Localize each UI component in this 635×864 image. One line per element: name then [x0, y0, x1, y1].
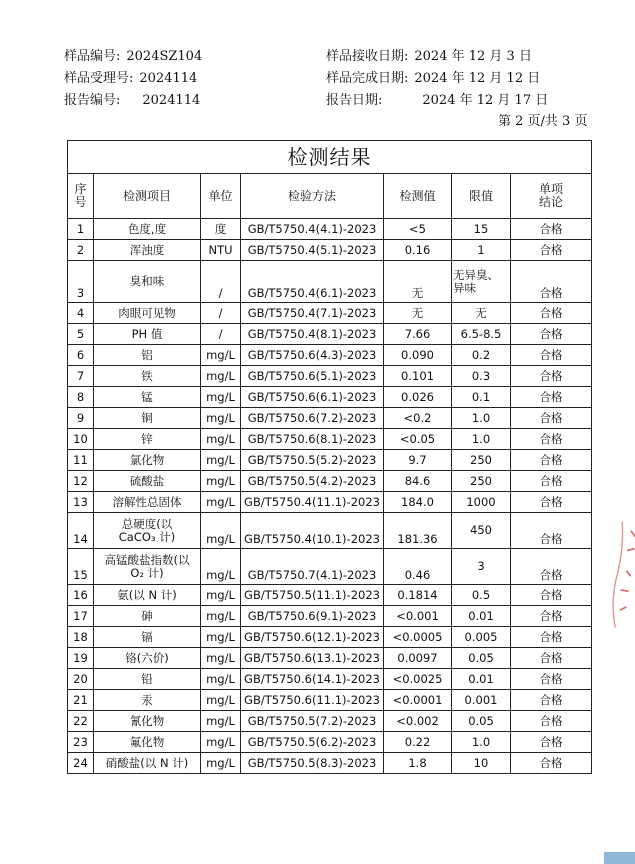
cell-value: 84.6 — [384, 471, 452, 492]
cell-item: 臭和味 — [94, 261, 201, 303]
cell-value: 1.8 — [384, 753, 452, 774]
cell-limit: 1.0 — [452, 408, 511, 429]
cell-method: GB/T5750.6(8.1)-2023 — [241, 429, 384, 450]
cell-value: <0.05 — [384, 429, 452, 450]
table-row — [68, 492, 592, 513]
cell-item: 浑浊度 — [94, 240, 201, 261]
cell-unit: mg/L — [201, 627, 241, 648]
cell-item: 铬(六价) — [94, 648, 201, 669]
cell-unit: mg/L — [201, 753, 241, 774]
cell-unit: mg/L — [201, 690, 241, 711]
table-row — [68, 549, 592, 585]
cell-method: GB/T5750.5(6.2)-2023 — [241, 732, 384, 753]
cell-conclusion: 合格 — [511, 450, 592, 471]
column-header-conclusion: 单项 结论 — [511, 174, 592, 219]
cell-limit: 0.001 — [452, 690, 511, 711]
cell-limit: 0.01 — [452, 669, 511, 690]
cell-value: 7.66 — [384, 324, 452, 345]
cell-conclusion: 合格 — [511, 345, 592, 366]
complete-date: 样品完成日期: 2024 年 12 月 12 日 — [326, 71, 541, 86]
cell-method: GB/T5750.6(13.1)-2023 — [241, 648, 384, 669]
cell-limit: 0.05 — [452, 648, 511, 669]
cell-value: 0.0097 — [384, 648, 452, 669]
cell-method: GB/T5750.4(4.1)-2023 — [241, 219, 384, 240]
cell-seq: 20 — [68, 669, 94, 690]
cell-seq: 13 — [68, 492, 94, 513]
cell-item: 锌 — [94, 429, 201, 450]
sample-number: 样品编号: 2024SZ104 — [64, 49, 203, 64]
cell-seq: 8 — [68, 387, 94, 408]
cell-conclusion: 合格 — [511, 585, 592, 606]
cell-item: 铜 — [94, 408, 201, 429]
cell-item: 铝 — [94, 345, 201, 366]
cell-item: 氨(以 N 计) — [94, 585, 201, 606]
table-row — [68, 324, 592, 345]
table-row — [68, 648, 592, 669]
cell-value: <0.002 — [384, 711, 452, 732]
cell-limit: 15 — [452, 219, 511, 240]
cell-unit: mg/L — [201, 711, 241, 732]
cell-limit: 0.05 — [452, 711, 511, 732]
cell-seq: 10 — [68, 429, 94, 450]
cell-limit: 无 — [452, 303, 511, 324]
cell-conclusion: 合格 — [511, 366, 592, 387]
table-row — [68, 240, 592, 261]
column-header-method: 检验方法 — [241, 174, 384, 219]
cell-conclusion: 合格 — [511, 711, 592, 732]
cell-limit: 0.01 — [452, 606, 511, 627]
cell-limit: 0.2 — [452, 345, 511, 366]
cell-value: <0.2 — [384, 408, 452, 429]
cell-method: GB/T5750.5(8.3)-2023 — [241, 753, 384, 774]
cell-unit: / — [201, 324, 241, 345]
cell-seq: 12 — [68, 471, 94, 492]
cell-limit: 1.0 — [452, 429, 511, 450]
cell-method: GB/T5750.6(4.3)-2023 — [241, 345, 384, 366]
cell-unit: mg/L — [201, 513, 241, 549]
cell-method: GB/T5750.5(5.2)-2023 — [241, 450, 384, 471]
cell-item: 色度,度 — [94, 219, 201, 240]
cell-method: GB/T5750.6(12.1)-2023 — [241, 627, 384, 648]
cell-seq: 22 — [68, 711, 94, 732]
cell-conclusion: 合格 — [511, 429, 592, 450]
cell-seq: 7 — [68, 366, 94, 387]
cell-value: <0.0001 — [384, 690, 452, 711]
cell-conclusion: 合格 — [511, 471, 592, 492]
cell-method: GB/T5750.4(6.1)-2023 — [241, 261, 384, 303]
cell-item: 砷 — [94, 606, 201, 627]
column-header-value: 检测值 — [384, 174, 452, 219]
cell-item: 氯化物 — [94, 450, 201, 471]
cell-item: 汞 — [94, 690, 201, 711]
cell-value: 无 — [384, 261, 452, 303]
cell-method: GB/T5750.6(11.1)-2023 — [241, 690, 384, 711]
table-row — [68, 627, 592, 648]
table-row — [68, 606, 592, 627]
cell-unit: mg/L — [201, 492, 241, 513]
cell-unit: mg/L — [201, 450, 241, 471]
cell-unit: mg/L — [201, 366, 241, 387]
table-row — [68, 753, 592, 774]
cell-unit: / — [201, 261, 241, 303]
cell-conclusion: 合格 — [511, 549, 592, 585]
table-row — [68, 429, 592, 450]
cell-value: <5 — [384, 219, 452, 240]
cell-seq: 24 — [68, 753, 94, 774]
cell-conclusion: 合格 — [511, 690, 592, 711]
column-header-seq: 序 号 — [68, 174, 94, 219]
cell-limit: 1000 — [452, 492, 511, 513]
receive-date: 样品接收日期: 2024 年 12 月 3 日 — [326, 49, 532, 64]
cell-conclusion: 合格 — [511, 753, 592, 774]
cell-method: GB/T5750.6(5.1)-2023 — [241, 366, 384, 387]
table-row — [68, 261, 592, 303]
cell-conclusion: 合格 — [511, 606, 592, 627]
cell-value: 0.101 — [384, 366, 452, 387]
cell-limit: 1 — [452, 240, 511, 261]
cell-limit: 10 — [452, 753, 511, 774]
cell-unit: mg/L — [201, 669, 241, 690]
table-row — [68, 345, 592, 366]
cell-limit: 6.5-8.5 — [452, 324, 511, 345]
cell-conclusion: 合格 — [511, 492, 592, 513]
cell-seq: 11 — [68, 450, 94, 471]
cell-conclusion: 合格 — [511, 240, 592, 261]
cell-method: GB/T5750.4(7.1)-2023 — [241, 303, 384, 324]
cell-value: 0.46 — [384, 549, 452, 585]
cell-item: 肉眼可见物 — [94, 303, 201, 324]
cell-seq: 14 — [68, 513, 94, 549]
table-row — [68, 669, 592, 690]
cell-item: 溶解性总固体 — [94, 492, 201, 513]
cell-unit: mg/L — [201, 648, 241, 669]
cell-limit: 无异臭、 异味 — [452, 261, 511, 303]
cell-value: <0.001 — [384, 606, 452, 627]
cell-value: 0.22 — [384, 732, 452, 753]
column-header-unit: 单位 — [201, 174, 241, 219]
cell-unit: mg/L — [201, 408, 241, 429]
cell-item: 总硬度(以 CaCO₃ 计) — [94, 513, 201, 549]
cell-unit: mg/L — [201, 345, 241, 366]
cell-unit: mg/L — [201, 387, 241, 408]
cell-conclusion: 合格 — [511, 627, 592, 648]
cell-item: 硫酸盐 — [94, 471, 201, 492]
results-table — [67, 140, 592, 774]
cell-method: GB/T5750.4(10.1)-2023 — [241, 513, 384, 549]
cell-value: 9.7 — [384, 450, 452, 471]
cell-method: GB/T5750.6(9.1)-2023 — [241, 606, 384, 627]
cell-method: GB/T5750.6(7.2)-2023 — [241, 408, 384, 429]
cell-limit: 250 — [452, 471, 511, 492]
cell-conclusion: 合格 — [511, 219, 592, 240]
column-header-item: 检测项目 — [94, 174, 201, 219]
cell-seq: 2 — [68, 240, 94, 261]
cell-conclusion: 合格 — [511, 732, 592, 753]
cell-seq: 6 — [68, 345, 94, 366]
report-date: 报告日期: 2024 年 12 月 17 日 — [326, 93, 549, 108]
cell-item: 硝酸盐(以 N 计) — [94, 753, 201, 774]
cell-method: GB/T5750.6(14.1)-2023 — [241, 669, 384, 690]
cell-method: GB/T5750.4(8.1)-2023 — [241, 324, 384, 345]
cell-value: <0.0025 — [384, 669, 452, 690]
cell-method: GB/T5750.5(4.2)-2023 — [241, 471, 384, 492]
cell-value: 0.1814 — [384, 585, 452, 606]
cell-method: GB/T5750.4(11.1)-2023 — [241, 492, 384, 513]
table-row — [68, 471, 592, 492]
cell-method: GB/T5750.4(5.1)-2023 — [241, 240, 384, 261]
cell-method: GB/T5750.5(11.1)-2023 — [241, 585, 384, 606]
report-number: 报告编号: 2024114 — [64, 93, 201, 108]
cell-value: 0.16 — [384, 240, 452, 261]
cell-item: 氰化物 — [94, 711, 201, 732]
cell-unit: mg/L — [201, 429, 241, 450]
cell-value: <0.0005 — [384, 627, 452, 648]
cell-conclusion: 合格 — [511, 513, 592, 549]
cell-seq: 15 — [68, 549, 94, 585]
cell-conclusion: 合格 — [511, 408, 592, 429]
cell-method: GB/T5750.5(7.2)-2023 — [241, 711, 384, 732]
page-info: 第 2 页/共 3 页 — [498, 114, 588, 129]
cell-unit: mg/L — [201, 471, 241, 492]
cell-seq: 16 — [68, 585, 94, 606]
table-row — [68, 732, 592, 753]
stamp-mark — [598, 518, 635, 641]
table-row — [68, 303, 592, 324]
table-row — [68, 585, 592, 606]
table-row — [68, 450, 592, 471]
cell-unit: mg/L — [201, 585, 241, 606]
cell-conclusion: 合格 — [511, 324, 592, 345]
cell-limit: 450 — [452, 513, 511, 549]
cell-conclusion: 合格 — [511, 648, 592, 669]
cell-limit: 1.0 — [452, 732, 511, 753]
table-row — [68, 219, 592, 240]
cell-value: 0.090 — [384, 345, 452, 366]
cell-conclusion: 合格 — [511, 303, 592, 324]
cell-item: 锰 — [94, 387, 201, 408]
cell-item: 高锰酸盐指数(以 O₂ 计) — [94, 549, 201, 585]
cell-seq: 21 — [68, 690, 94, 711]
cell-value: 无 — [384, 303, 452, 324]
cell-method: GB/T5750.7(4.1)-2023 — [241, 549, 384, 585]
cell-value: 184.0 — [384, 492, 452, 513]
table-row — [68, 711, 592, 732]
cell-seq: 23 — [68, 732, 94, 753]
column-header-limit: 限值 — [452, 174, 511, 219]
cell-value: 181.36 — [384, 513, 452, 549]
cell-seq: 4 — [68, 303, 94, 324]
red-stamp-icon — [603, 519, 635, 632]
cell-seq: 18 — [68, 627, 94, 648]
table-title: 检测结果 — [68, 141, 592, 174]
cell-seq: 9 — [68, 408, 94, 429]
receive-number: 样品受理号: 2024114 — [64, 71, 198, 86]
table-row — [68, 690, 592, 711]
cell-unit: / — [201, 303, 241, 324]
cell-limit: 250 — [452, 450, 511, 471]
cell-seq: 19 — [68, 648, 94, 669]
cell-seq: 1 — [68, 219, 94, 240]
cell-conclusion: 合格 — [511, 387, 592, 408]
table-row — [68, 366, 592, 387]
table-row — [68, 387, 592, 408]
table-row — [68, 513, 592, 549]
cell-item: 铅 — [94, 669, 201, 690]
cell-seq: 5 — [68, 324, 94, 345]
cell-conclusion: 合格 — [511, 261, 592, 303]
cell-unit: mg/L — [201, 549, 241, 585]
table-row — [68, 408, 592, 429]
cell-method: GB/T5750.6(6.1)-2023 — [241, 387, 384, 408]
cell-conclusion: 合格 — [511, 669, 592, 690]
cell-limit: 3 — [452, 549, 511, 585]
cell-seq: 3 — [68, 261, 94, 303]
cell-unit: NTU — [201, 240, 241, 261]
cell-limit: 0.1 — [452, 387, 511, 408]
cell-item: 氟化物 — [94, 732, 201, 753]
cell-unit: 度 — [201, 219, 241, 240]
cell-seq: 17 — [68, 606, 94, 627]
cell-item: 镉 — [94, 627, 201, 648]
cell-item: 铁 — [94, 366, 201, 387]
cell-limit: 0.3 — [452, 366, 511, 387]
cell-value: 0.026 — [384, 387, 452, 408]
cell-limit: 0.5 — [452, 585, 511, 606]
cell-limit: 0.005 — [452, 627, 511, 648]
cell-unit: mg/L — [201, 606, 241, 627]
cell-unit: mg/L — [201, 732, 241, 753]
scan-corner-mark — [604, 852, 635, 864]
cell-item: PH 值 — [94, 324, 201, 345]
